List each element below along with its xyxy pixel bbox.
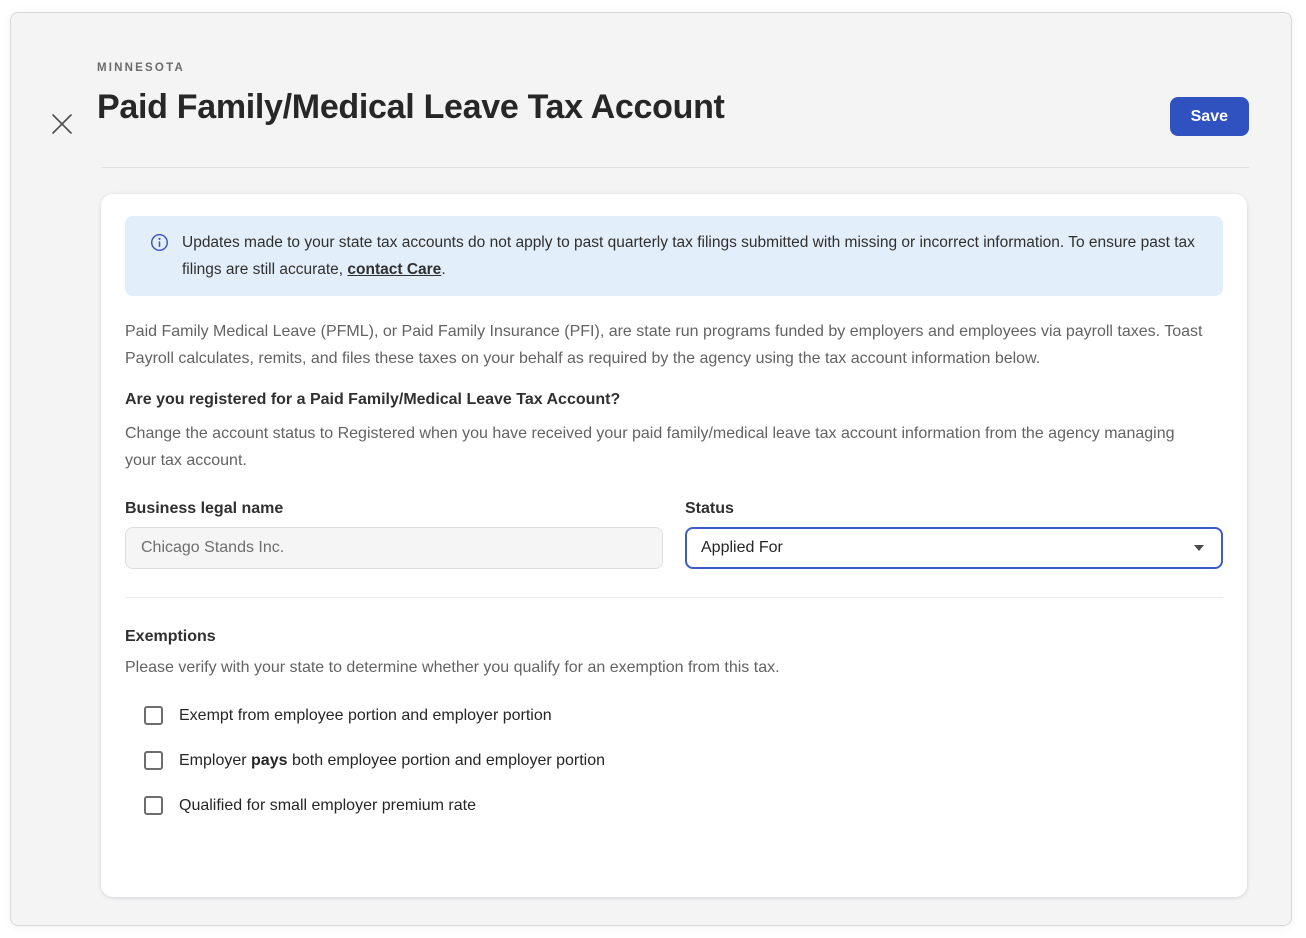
label-text: both employee portion and employer portion [287, 751, 606, 769]
label-text: Employer [179, 751, 252, 769]
registration-help-text: Change the account status to Registered when you have received your paid family/medical leave tax account information from the agency managing your tax account. [125, 425, 1175, 469]
exemption-label[interactable] [179, 797, 476, 815]
status-selected-value: Applied For [701, 539, 783, 556]
status-label: Status [685, 500, 734, 517]
header [11, 13, 1291, 127]
page-title: Paid Family/Medical Leave Tax Account [97, 88, 725, 126]
exemption-option-row [144, 706, 1223, 725]
exemption-checkbox-small-employer-rate[interactable] [144, 796, 163, 815]
business-legal-name-input [125, 527, 663, 569]
content-card [101, 194, 1247, 897]
exemption-option-row [144, 796, 1223, 815]
exemption-option-row [144, 751, 1223, 770]
label-bold-text: pays [251, 751, 288, 769]
state-label: MINNESOTA [97, 62, 185, 74]
banner-text [182, 229, 1199, 283]
close-button[interactable] [45, 107, 79, 141]
exemptions-description: Please verify with your state to determine whether you qualify for an exemption from this tax. [125, 659, 780, 676]
exemption-label[interactable] [179, 752, 605, 770]
fields-row [125, 500, 1223, 569]
section-divider [125, 597, 1223, 598]
status-select[interactable] [685, 527, 1223, 569]
label-text: Exempt from employee portion and employer portion [179, 706, 552, 724]
exemption-checkbox-employer-pays-both[interactable] [144, 751, 163, 770]
label-text: Qualified for small employer premium rate [179, 796, 476, 814]
header-divider [101, 167, 1249, 168]
business-legal-name-label: Business legal name [125, 500, 284, 517]
intro-paragraph: Paid Family Medical Leave (PFML), or Paid Family Insurance (PFI), are state run programs funded by employers and employees via payroll taxes. Toast Payroll calculates, remits, and files these taxes on your behalf as required by the agency using the tax account information below. [125, 323, 1203, 367]
status-field [685, 500, 1223, 569]
registration-question: Are you registered for a Paid Family/Medical Leave Tax Account? [125, 391, 621, 408]
info-icon [150, 233, 169, 252]
exemption-label[interactable] [179, 707, 552, 725]
close-icon [49, 111, 75, 137]
info-banner [125, 216, 1223, 296]
banner-message: Updates made to your state tax accounts do not apply to past quarterly tax filings submitted with missing or incorrect information. To ensure past tax filings are still accurate, [182, 234, 1195, 278]
exemption-checkbox-employee-employer[interactable] [144, 706, 163, 725]
contact-care-link[interactable]: contact Care [347, 261, 442, 278]
banner-suffix: . [441, 261, 446, 278]
exemptions-heading: Exemptions [125, 628, 216, 645]
business-legal-name-field [125, 500, 663, 569]
save-button[interactable]: Save [1170, 97, 1249, 136]
chevron-down-icon [1194, 545, 1204, 551]
modal-window [10, 12, 1292, 926]
